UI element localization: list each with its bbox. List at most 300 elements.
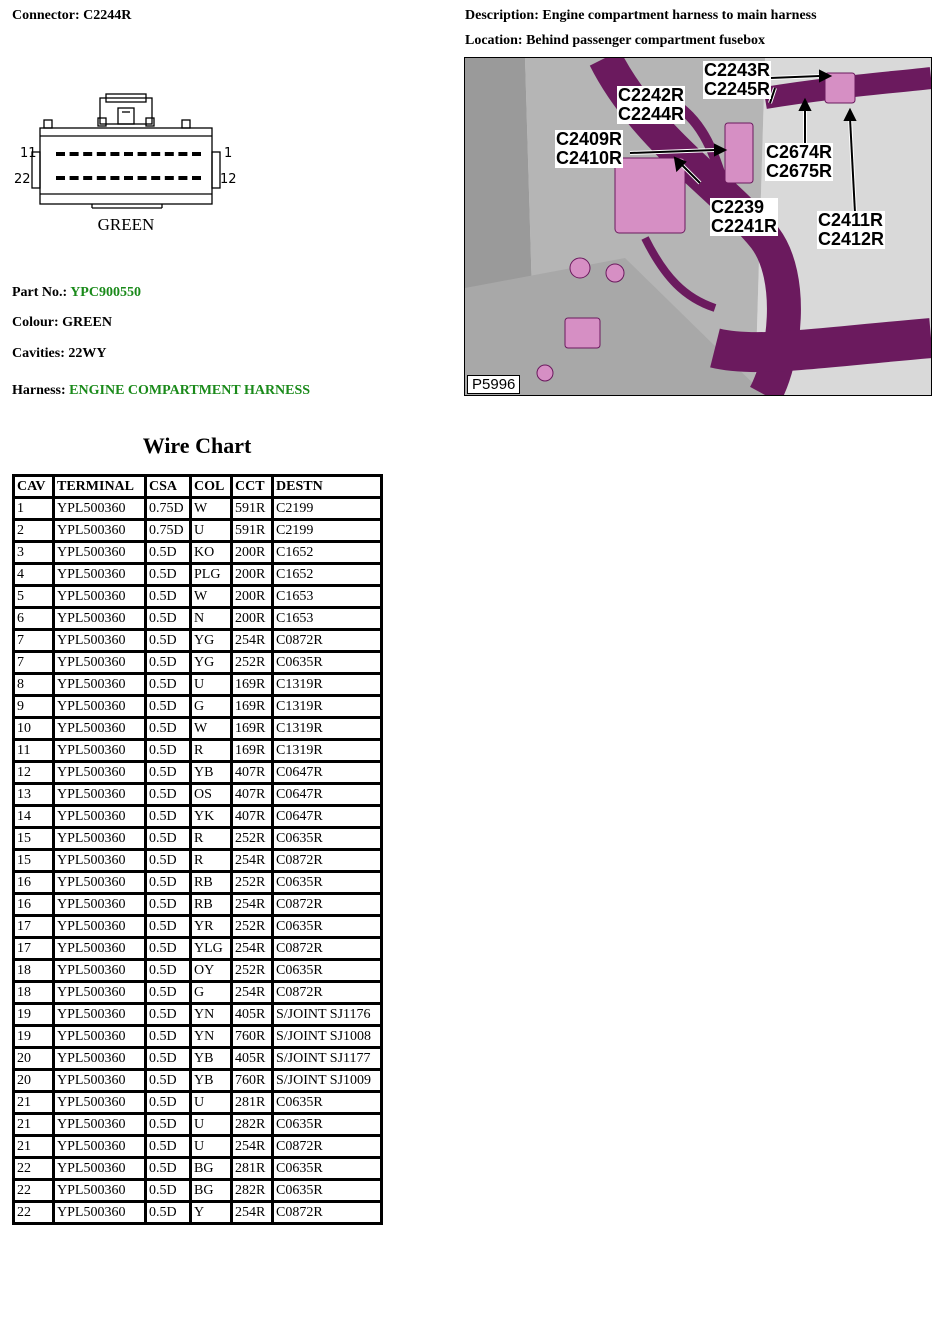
- cell-col: OY: [192, 961, 230, 980]
- location-photo: [464, 57, 932, 396]
- cell-destn: C2199: [274, 499, 380, 518]
- cell-terminal: YPL500360: [55, 499, 144, 518]
- colour-label: Colour:: [12, 315, 59, 330]
- cavity-slot: [56, 176, 65, 180]
- cell-destn: S/JOINT SJ1008: [274, 1027, 380, 1046]
- cell-terminal: YPL500360: [55, 873, 144, 892]
- cell-destn: C1652: [274, 565, 380, 584]
- cell-col: U: [192, 521, 230, 540]
- cell-cct: 282R: [233, 1115, 271, 1134]
- cell-cav: 21: [15, 1093, 52, 1112]
- cell-destn: C2199: [274, 521, 380, 540]
- cell-csa: 0.5D: [147, 719, 189, 738]
- table-row: [15, 983, 380, 1002]
- cell-cav: 15: [15, 851, 52, 870]
- cell-cct: 281R: [233, 1093, 271, 1112]
- cell-cct: 252R: [233, 961, 271, 980]
- cell-cct: 254R: [233, 631, 271, 650]
- cell-cav: 6: [15, 609, 52, 628]
- connector-colour-caption: GREEN: [97, 215, 155, 234]
- photo-reference-tag: P5996: [467, 375, 520, 394]
- cell-destn: S/JOINT SJ1176: [274, 1005, 380, 1024]
- cell-col: W: [192, 587, 230, 606]
- cell-cct: 254R: [233, 851, 271, 870]
- cell-cav: 15: [15, 829, 52, 848]
- table-row: [15, 807, 380, 826]
- cell-csa: 0.5D: [147, 1071, 189, 1090]
- cavity-slot: [178, 152, 187, 156]
- callout-c2243r-c2245r: [703, 61, 771, 99]
- cell-destn: C1653: [274, 609, 380, 628]
- cell-destn: C1319R: [274, 719, 380, 738]
- cell-cct: 169R: [233, 675, 271, 694]
- callout-c2409r-c2410r: [555, 130, 623, 168]
- callout-c2674r-c2675r: [765, 143, 833, 181]
- cell-terminal: YPL500360: [55, 697, 144, 716]
- cell-col: BG: [192, 1159, 230, 1178]
- table-row: [15, 1181, 380, 1200]
- callout-c2242r-c2244r: [617, 86, 685, 124]
- cavity-slot: [83, 176, 92, 180]
- callout-line: C2674R C2675R: [766, 142, 833, 181]
- cell-destn: S/JOINT SJ1177: [274, 1049, 380, 1068]
- cell-cav: 18: [15, 961, 52, 980]
- callout-line: C2242R C2244R: [618, 85, 685, 124]
- cell-terminal: YPL500360: [55, 543, 144, 562]
- table-row: [15, 587, 380, 606]
- cell-cav: 8: [15, 675, 52, 694]
- cell-cct: 591R: [233, 499, 271, 518]
- description-label: Description:: [465, 8, 539, 23]
- cell-cct: 169R: [233, 719, 271, 738]
- description-value: Engine compartment harness to main harness: [542, 8, 817, 23]
- callout-line: C2411R C2412R: [818, 210, 885, 249]
- cell-destn: C0647R: [274, 785, 380, 804]
- cell-terminal: YPL500360: [55, 961, 144, 980]
- part-number-line: [12, 285, 141, 301]
- cell-destn: C1652: [274, 543, 380, 562]
- cell-csa: 0.5D: [147, 653, 189, 672]
- cell-col: U: [192, 1093, 230, 1112]
- cell-csa: 0.5D: [147, 961, 189, 980]
- cavity-slot: [83, 152, 92, 156]
- table-row: [15, 961, 380, 980]
- table-row: [15, 675, 380, 694]
- cell-destn: C0872R: [274, 1203, 380, 1222]
- cell-cct: 407R: [233, 807, 271, 826]
- cell-terminal: YPL500360: [55, 1137, 144, 1156]
- cell-cct: 760R: [233, 1071, 271, 1090]
- cell-terminal: YPL500360: [55, 1005, 144, 1024]
- connector-face-svg: [12, 90, 242, 240]
- cavity-slot: [192, 176, 201, 180]
- wire-chart-table: [12, 474, 383, 1225]
- cell-csa: 0.5D: [147, 917, 189, 936]
- callout-c2239-c2241r: [710, 198, 778, 236]
- cell-cav: 20: [15, 1071, 52, 1090]
- table-row: [15, 1115, 380, 1134]
- cell-destn: C0635R: [274, 917, 380, 936]
- harness-value[interactable]: ENGINE COMPARTMENT HARNESS: [69, 383, 311, 398]
- cavity-slot: [138, 152, 147, 156]
- cell-destn: C0635R: [274, 873, 380, 892]
- cell-cav: 5: [15, 587, 52, 606]
- cell-cav: 2: [15, 521, 52, 540]
- table-row: [15, 895, 380, 914]
- table-row: [15, 1159, 380, 1178]
- cell-col: RB: [192, 895, 230, 914]
- cell-cct: 200R: [233, 609, 271, 628]
- cell-destn: C0635R: [274, 1159, 380, 1178]
- cell-terminal: YPL500360: [55, 1115, 144, 1134]
- cell-csa: 0.5D: [147, 1181, 189, 1200]
- table-row: [15, 631, 380, 650]
- cavity-slot: [165, 152, 174, 156]
- cell-terminal: YPL500360: [55, 609, 144, 628]
- cell-destn: C1319R: [274, 741, 380, 760]
- cell-terminal: YPL500360: [55, 917, 144, 936]
- cell-col: W: [192, 719, 230, 738]
- pin-1-label: 1: [224, 146, 233, 161]
- cell-csa: 0.5D: [147, 763, 189, 782]
- cell-csa: 0.5D: [147, 609, 189, 628]
- cell-terminal: YPL500360: [55, 895, 144, 914]
- cell-cav: 21: [15, 1115, 52, 1134]
- cell-cav: 4: [15, 565, 52, 584]
- cell-destn: S/JOINT SJ1009: [274, 1071, 380, 1090]
- cell-destn: C0647R: [274, 807, 380, 826]
- cell-col: YB: [192, 1049, 230, 1068]
- cell-col: PLG: [192, 565, 230, 584]
- cell-destn: C0647R: [274, 763, 380, 782]
- cell-csa: 0.5D: [147, 1115, 189, 1134]
- cell-col: YB: [192, 763, 230, 782]
- cell-col: YLG: [192, 939, 230, 958]
- cell-csa: 0.5D: [147, 741, 189, 760]
- cavity-slot: [110, 152, 119, 156]
- cell-csa: 0.5D: [147, 1027, 189, 1046]
- header-col: COL: [192, 477, 230, 496]
- cell-csa: 0.5D: [147, 829, 189, 848]
- cell-cct: 254R: [233, 939, 271, 958]
- cavity-slot: [165, 176, 174, 180]
- cell-terminal: YPL500360: [55, 1181, 144, 1200]
- cell-destn: C0872R: [274, 939, 380, 958]
- cell-terminal: YPL500360: [55, 1159, 144, 1178]
- cell-col: KO: [192, 543, 230, 562]
- cell-csa: 0.5D: [147, 631, 189, 650]
- cell-cct: 281R: [233, 1159, 271, 1178]
- cell-cav: 20: [15, 1049, 52, 1068]
- cell-csa: 0.75D: [147, 499, 189, 518]
- cell-csa: 0.5D: [147, 939, 189, 958]
- header-cav: CAV: [15, 477, 52, 496]
- cell-cct: 407R: [233, 785, 271, 804]
- cell-csa: 0.5D: [147, 565, 189, 584]
- cell-cav: 19: [15, 1027, 52, 1046]
- cell-cct: 252R: [233, 917, 271, 936]
- cell-col: R: [192, 741, 230, 760]
- table-row: [15, 917, 380, 936]
- cell-destn: C0872R: [274, 895, 380, 914]
- cell-csa: 0.5D: [147, 675, 189, 694]
- cell-cav: 22: [15, 1203, 52, 1222]
- table-row: [15, 697, 380, 716]
- cell-cct: 169R: [233, 741, 271, 760]
- table-row: [15, 1027, 380, 1046]
- cavities-label: Cavities:: [12, 346, 65, 361]
- cavity-slot: [124, 152, 133, 156]
- cell-terminal: YPL500360: [55, 653, 144, 672]
- table-row: [15, 851, 380, 870]
- cell-csa: 0.5D: [147, 851, 189, 870]
- cell-terminal: YPL500360: [55, 1093, 144, 1112]
- colour-line: [12, 315, 112, 331]
- callout-line: C2239 C2241R: [711, 197, 778, 236]
- harness-label: Harness:: [12, 383, 66, 398]
- cell-terminal: YPL500360: [55, 631, 144, 650]
- cell-terminal: YPL500360: [55, 829, 144, 848]
- cell-cct: 405R: [233, 1049, 271, 1068]
- cavity-slot: [97, 152, 106, 156]
- table-row: [15, 829, 380, 848]
- cell-terminal: YPL500360: [55, 785, 144, 804]
- cell-cav: 17: [15, 917, 52, 936]
- table-row: [15, 719, 380, 738]
- cell-csa: 0.5D: [147, 983, 189, 1002]
- cell-terminal: YPL500360: [55, 719, 144, 738]
- cell-cct: 169R: [233, 697, 271, 716]
- cell-terminal: YPL500360: [55, 565, 144, 584]
- cell-cav: 17: [15, 939, 52, 958]
- table-row: [15, 763, 380, 782]
- cell-csa: 0.5D: [147, 587, 189, 606]
- cell-cct: 760R: [233, 1027, 271, 1046]
- cell-cct: 252R: [233, 829, 271, 848]
- cell-cct: 200R: [233, 587, 271, 606]
- cell-csa: 0.5D: [147, 1049, 189, 1068]
- cell-terminal: YPL500360: [55, 1071, 144, 1090]
- wire-chart-body: [15, 499, 380, 1222]
- cell-csa: 0.5D: [147, 895, 189, 914]
- cell-csa: 0.5D: [147, 1005, 189, 1024]
- cell-cct: 407R: [233, 763, 271, 782]
- pin-11-label: 11: [20, 146, 37, 161]
- cell-terminal: YPL500360: [55, 1203, 144, 1222]
- cell-terminal: YPL500360: [55, 763, 144, 782]
- cell-cav: 18: [15, 983, 52, 1002]
- cell-col: U: [192, 1137, 230, 1156]
- cell-destn: C0635R: [274, 1115, 380, 1134]
- table-row: [15, 785, 380, 804]
- cell-col: G: [192, 983, 230, 1002]
- cell-csa: 0.5D: [147, 1093, 189, 1112]
- cell-destn: C0635R: [274, 829, 380, 848]
- cell-destn: C1319R: [274, 675, 380, 694]
- table-row: [15, 521, 380, 540]
- table-row: [15, 565, 380, 584]
- cell-col: RB: [192, 873, 230, 892]
- cell-cav: 22: [15, 1159, 52, 1178]
- cell-cav: 19: [15, 1005, 52, 1024]
- cavity-slot: [70, 152, 79, 156]
- cell-cct: 254R: [233, 983, 271, 1002]
- cell-cav: 14: [15, 807, 52, 826]
- cell-cct: 252R: [233, 873, 271, 892]
- cell-destn: C0635R: [274, 1181, 380, 1200]
- cavities-value: 22WY: [68, 346, 107, 361]
- pin-22-label: 22: [14, 172, 31, 187]
- cell-col: YN: [192, 1005, 230, 1024]
- cell-csa: 0.5D: [147, 785, 189, 804]
- table-row: [15, 873, 380, 892]
- cell-destn: C1319R: [274, 697, 380, 716]
- connector-id: C2244R: [83, 8, 132, 23]
- table-row: [15, 1071, 380, 1090]
- cell-destn: C0872R: [274, 1137, 380, 1156]
- cell-terminal: YPL500360: [55, 983, 144, 1002]
- table-row: [15, 1049, 380, 1068]
- table-row: [15, 741, 380, 760]
- cell-destn: C0635R: [274, 653, 380, 672]
- cavity-slot: [124, 176, 133, 180]
- cell-cav: 16: [15, 873, 52, 892]
- callout-c2411r-c2412r: [817, 211, 885, 249]
- cell-cct: 254R: [233, 1137, 271, 1156]
- cell-terminal: YPL500360: [55, 939, 144, 958]
- cell-terminal: YPL500360: [55, 851, 144, 870]
- connector-heading: [12, 8, 131, 24]
- table-row: [15, 1137, 380, 1156]
- cell-destn: C0635R: [274, 1093, 380, 1112]
- location-value: Behind passenger compartment fusebox: [526, 33, 765, 48]
- table-row: [15, 653, 380, 672]
- cell-col: YR: [192, 917, 230, 936]
- cell-cct: 254R: [233, 1203, 271, 1222]
- header-cct: CCT: [233, 477, 271, 496]
- cell-cav: 12: [15, 763, 52, 782]
- cell-col: Y: [192, 1203, 230, 1222]
- cavity-slot: [151, 152, 160, 156]
- colour-value: GREEN: [62, 315, 112, 330]
- cavity-slot: [178, 176, 187, 180]
- wire-chart-header-row: [15, 477, 380, 496]
- cell-destn: C0872R: [274, 983, 380, 1002]
- cell-cct: 252R: [233, 653, 271, 672]
- connector-face-diagram: [12, 90, 242, 240]
- table-row: [15, 1005, 380, 1024]
- cell-cct: 200R: [233, 565, 271, 584]
- cell-terminal: YPL500360: [55, 521, 144, 540]
- location-line: [465, 33, 765, 49]
- table-row: [15, 1203, 380, 1222]
- cell-cav: 10: [15, 719, 52, 738]
- cell-csa: 0.5D: [147, 1159, 189, 1178]
- cell-destn: C0872R: [274, 631, 380, 650]
- cell-col: YK: [192, 807, 230, 826]
- cell-csa: 0.75D: [147, 521, 189, 540]
- header-csa: CSA: [147, 477, 189, 496]
- cell-cav: 21: [15, 1137, 52, 1156]
- cell-col: YG: [192, 631, 230, 650]
- cavity-slot: [151, 176, 160, 180]
- cell-col: U: [192, 675, 230, 694]
- cell-cav: 22: [15, 1181, 52, 1200]
- cell-csa: 0.5D: [147, 543, 189, 562]
- cell-destn: C0635R: [274, 961, 380, 980]
- cell-cct: 254R: [233, 895, 271, 914]
- part-number-value[interactable]: YPC900550: [70, 285, 141, 300]
- cell-cav: 3: [15, 543, 52, 562]
- header-destn: DESTN: [274, 477, 380, 496]
- cell-col: N: [192, 609, 230, 628]
- cell-cav: 7: [15, 631, 52, 650]
- cell-csa: 0.5D: [147, 1137, 189, 1156]
- cell-col: OS: [192, 785, 230, 804]
- cell-col: YG: [192, 653, 230, 672]
- cell-terminal: YPL500360: [55, 807, 144, 826]
- cell-col: YN: [192, 1027, 230, 1046]
- cell-terminal: YPL500360: [55, 587, 144, 606]
- cavity-slot: [97, 176, 106, 180]
- cell-destn: C1653: [274, 587, 380, 606]
- cell-cav: 13: [15, 785, 52, 804]
- cell-csa: 0.5D: [147, 807, 189, 826]
- callout-line: C2243R C2245R: [704, 60, 771, 99]
- cell-csa: 0.5D: [147, 1203, 189, 1222]
- cell-col: U: [192, 1115, 230, 1134]
- cell-cav: 1: [15, 499, 52, 518]
- cavities-line: [12, 346, 107, 362]
- harness-line: [12, 383, 310, 399]
- table-row: [15, 609, 380, 628]
- cavity-slot: [70, 176, 79, 180]
- cell-cct: 405R: [233, 1005, 271, 1024]
- cavity-slot: [56, 152, 65, 156]
- cell-col: YB: [192, 1071, 230, 1090]
- description-line: [465, 8, 817, 24]
- table-row: [15, 543, 380, 562]
- table-row: [15, 1093, 380, 1112]
- cell-csa: 0.5D: [147, 697, 189, 716]
- cell-cct: 282R: [233, 1181, 271, 1200]
- table-row: [15, 499, 380, 518]
- cell-destn: C0872R: [274, 851, 380, 870]
- cell-cav: 9: [15, 697, 52, 716]
- cavity-slot: [110, 176, 119, 180]
- connector-label: Connector:: [12, 8, 80, 23]
- cell-terminal: YPL500360: [55, 1049, 144, 1068]
- cell-cav: 11: [15, 741, 52, 760]
- cell-col: G: [192, 697, 230, 716]
- callout-line: C2409R C2410R: [556, 129, 623, 168]
- cell-col: W: [192, 499, 230, 518]
- cell-col: BG: [192, 1181, 230, 1200]
- cell-terminal: YPL500360: [55, 675, 144, 694]
- cavity-slot: [192, 152, 201, 156]
- cell-col: R: [192, 851, 230, 870]
- cell-terminal: YPL500360: [55, 1027, 144, 1046]
- cell-cav: 7: [15, 653, 52, 672]
- cell-cct: 591R: [233, 521, 271, 540]
- cell-terminal: YPL500360: [55, 741, 144, 760]
- part-number-label: Part No.:: [12, 285, 68, 300]
- cell-col: R: [192, 829, 230, 848]
- location-label: Location:: [465, 33, 523, 48]
- cell-cct: 200R: [233, 543, 271, 562]
- wire-chart-title: Wire Chart: [142, 433, 252, 458]
- cell-csa: 0.5D: [147, 873, 189, 892]
